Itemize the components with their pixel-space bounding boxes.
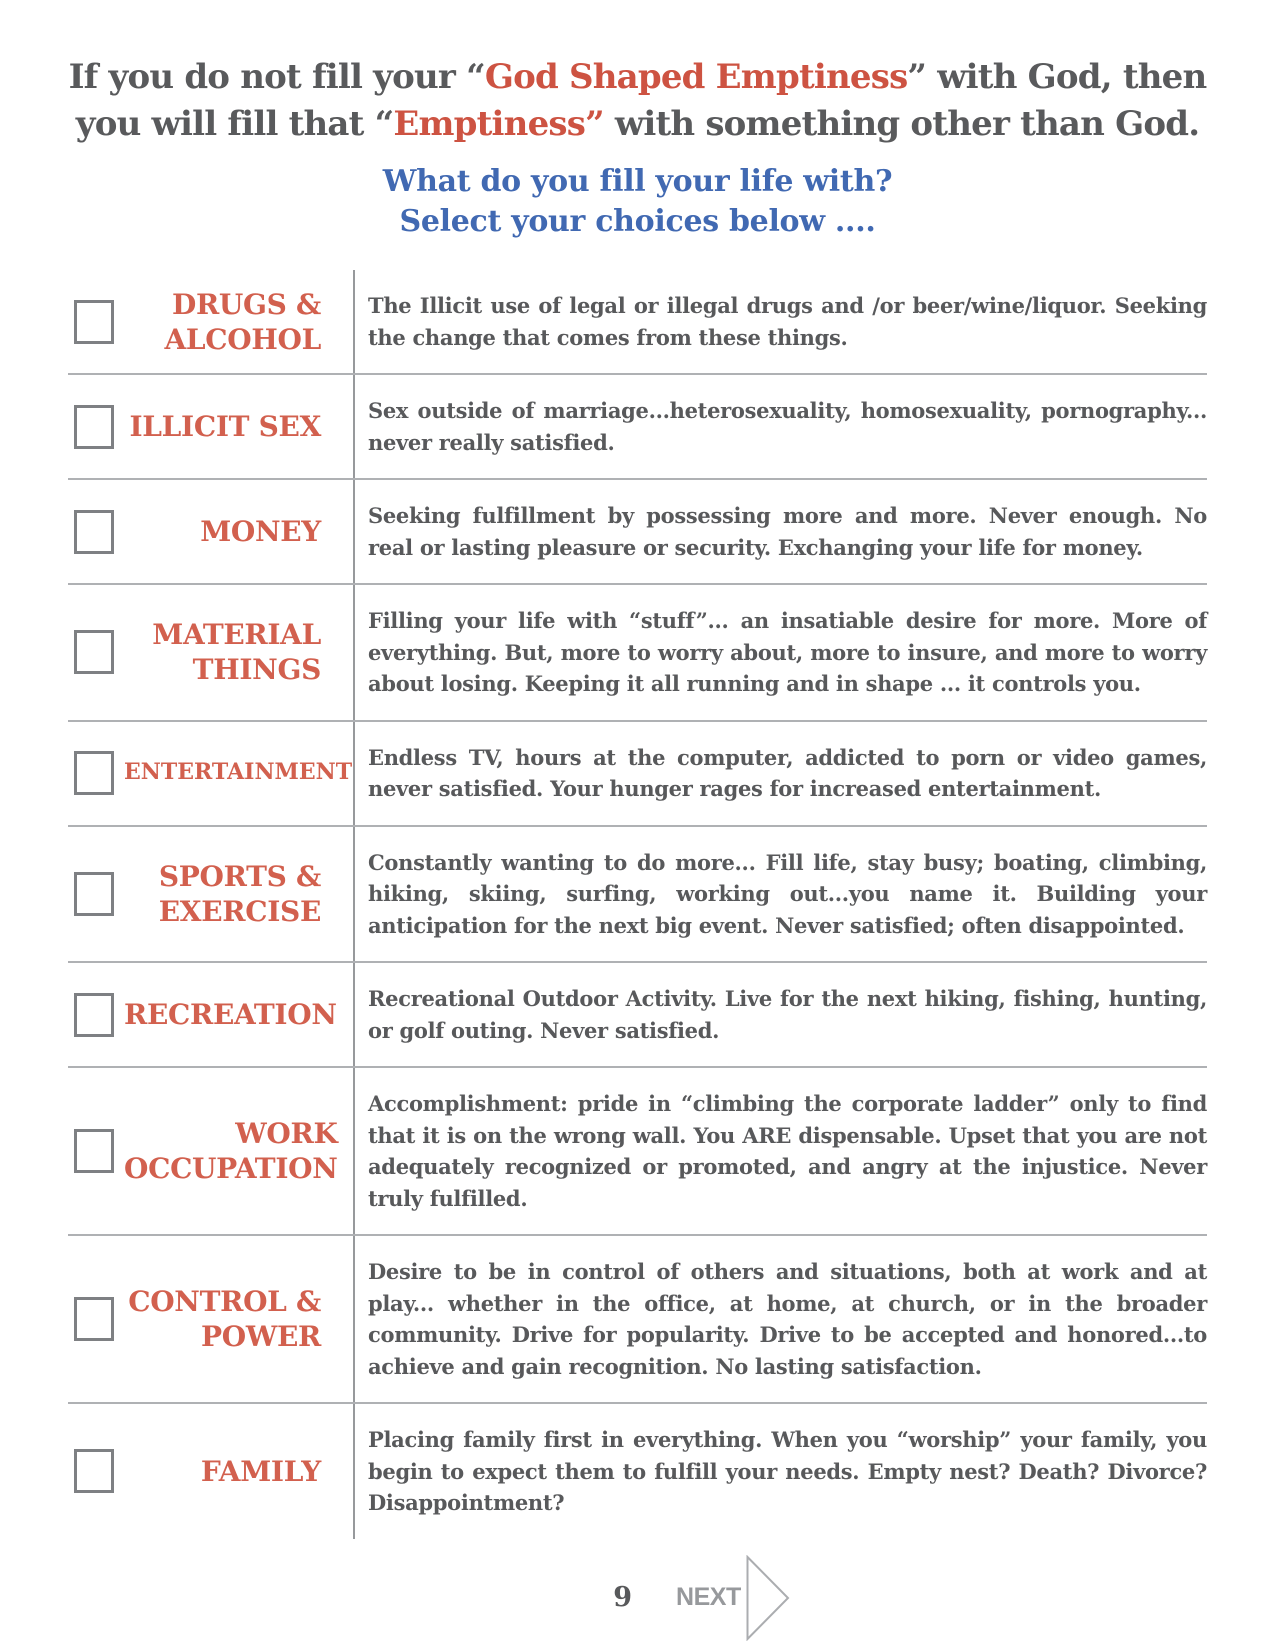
- row-right-cell: [353, 963, 1207, 1066]
- row-illicit-sex: [68, 375, 1207, 480]
- footer: [132, 1553, 1271, 1643]
- row-material-things: [68, 585, 1207, 722]
- row-left-cell: [68, 1068, 353, 1234]
- item-label: ILLICIT SEX: [129, 410, 321, 444]
- item-label: MATERIAL THINGS: [152, 618, 321, 687]
- row-sports-exercise: [68, 827, 1207, 964]
- item-description: Filling your life with “stuff”... an insatiable desire for more. More of everything. But, more to worry about, more to insure, and more to worry about losing. Keeping it all running and in shape ... it controls you.: [368, 608, 1207, 697]
- title-line-2: [68, 101, 1207, 148]
- next-label[interactable]: NEXT: [676, 1583, 741, 1612]
- row-left-cell: [68, 963, 353, 1066]
- item-label: ENTERTAINMENT: [124, 759, 353, 786]
- row-control-power: [68, 1236, 1207, 1404]
- item-label: RECREATION: [124, 998, 337, 1032]
- row-right-cell: [353, 827, 1207, 962]
- checkbox-control-power[interactable]: [74, 1297, 114, 1341]
- item-description: Desire to be in control of others and situations, both at work and at play... whether in the office, at home, at church, or in the broader community. Drive for popularity. Drive to be accepted and honored...to achieve and gain recognition. No lasting satisfaction.: [368, 1259, 1207, 1379]
- title-text: If you do not fill your “: [68, 57, 485, 97]
- title-highlight: God Shaped Emptiness: [484, 57, 908, 97]
- item-label: DRUGS & ALCOHOL: [164, 287, 321, 356]
- title-text: with something other than God.: [603, 103, 1200, 144]
- item-label: FAMILY: [200, 1454, 321, 1488]
- row-right-cell: [353, 585, 1207, 720]
- item-description: Sex outside of marriage...heterosexuality, homosexuality, pornography... never really satisfied.: [368, 398, 1207, 455]
- item-description: Accomplishment: pride in “climbing the corporate ladder” only to find that it is on the wrong wall. You ARE dispensable. Upset that you are not adequately recognized or promoted, and angry at the injustice. Never truly fulfilled.: [368, 1091, 1207, 1211]
- title-text: ” with God, then: [907, 57, 1207, 97]
- checkbox-recreation[interactable]: [74, 993, 114, 1037]
- item-description: Recreational Outdoor Activity. Live for the next hiking, fishing, hunting, or golf outing. Never satisfied.: [368, 986, 1207, 1043]
- item-description: The Illicit use of legal or illegal drugs and /or beer/wine/liquor. Seeking the change that comes from these things.: [368, 293, 1207, 350]
- row-family: [68, 1404, 1207, 1539]
- row-work-occupation: [68, 1068, 1207, 1236]
- item-label: CONTROL & POWER: [128, 1285, 321, 1354]
- checkbox-money[interactable]: [74, 510, 114, 554]
- title-text: you will fill that “: [75, 103, 394, 144]
- subtitle-line-1: What do you fill your life with?: [382, 163, 893, 199]
- row-right-cell: [353, 1404, 1207, 1539]
- row-right-cell: [353, 1068, 1207, 1234]
- checkbox-family[interactable]: [74, 1449, 114, 1493]
- subtitle: [68, 162, 1207, 242]
- row-right-cell: [353, 375, 1207, 478]
- row-right-cell: [353, 480, 1207, 583]
- row-right-cell: [353, 270, 1207, 373]
- row-right-cell: [353, 1236, 1207, 1402]
- item-label: MONEY: [200, 515, 321, 549]
- row-left-cell: [68, 722, 353, 825]
- checkbox-work-occupation[interactable]: [74, 1129, 114, 1173]
- row-left-cell: [68, 270, 353, 373]
- checkbox-entertainment[interactable]: [74, 751, 114, 795]
- checkbox-material-things[interactable]: [74, 630, 114, 674]
- checkbox-drugs-alcohol[interactable]: [74, 300, 114, 344]
- row-money: [68, 480, 1207, 585]
- item-label: WORK OCCUPATION: [124, 1117, 338, 1186]
- row-left-cell: [68, 480, 353, 583]
- checkbox-sports-exercise[interactable]: [74, 872, 114, 916]
- row-left-cell: [68, 1404, 353, 1539]
- row-right-cell: [353, 722, 1207, 825]
- item-description: Seeking fulfillment by possessing more and more. Never enough. No real or lasting pleasure or security. Exchanging your life for money.: [368, 503, 1207, 560]
- next-arrow-icon[interactable]: [746, 1555, 790, 1641]
- title-line-1: [68, 54, 1207, 101]
- page-number: 9: [613, 1582, 633, 1614]
- row-left-cell: [68, 1236, 353, 1402]
- subtitle-line-2: Select your choices below ....: [399, 204, 876, 239]
- row-recreation: [68, 963, 1207, 1068]
- checkbox-illicit-sex[interactable]: [74, 405, 114, 449]
- title-highlight: Emptiness”: [393, 103, 604, 144]
- row-left-cell: [68, 375, 353, 478]
- row-drugs-alcohol: [68, 270, 1207, 375]
- item-description: Endless TV, hours at the computer, addicted to porn or video games, never satisfied. Your hunger rages for increased entertainment.: [368, 744, 1207, 802]
- next-button[interactable]: [676, 1555, 790, 1641]
- page-title: [68, 54, 1207, 148]
- row-left-cell: [68, 585, 353, 720]
- choices-list: [68, 270, 1207, 1539]
- row-entertainment: [68, 722, 1207, 827]
- item-description: Constantly wanting to do more... Fill life, stay busy; boating, climbing, hiking, skiing, surfing, working out...you name it. Building your anticipation for the next big event. Never satisfied; often disappointed.: [368, 849, 1207, 938]
- row-left-cell: [68, 827, 353, 962]
- item-label: SPORTS & EXERCISE: [158, 859, 321, 928]
- item-description: Placing family first in everything. When you “worship” your family, you begin to expect them to fulfill your needs. Empty nest? Death? Divorce? Disappointment?: [368, 1427, 1207, 1516]
